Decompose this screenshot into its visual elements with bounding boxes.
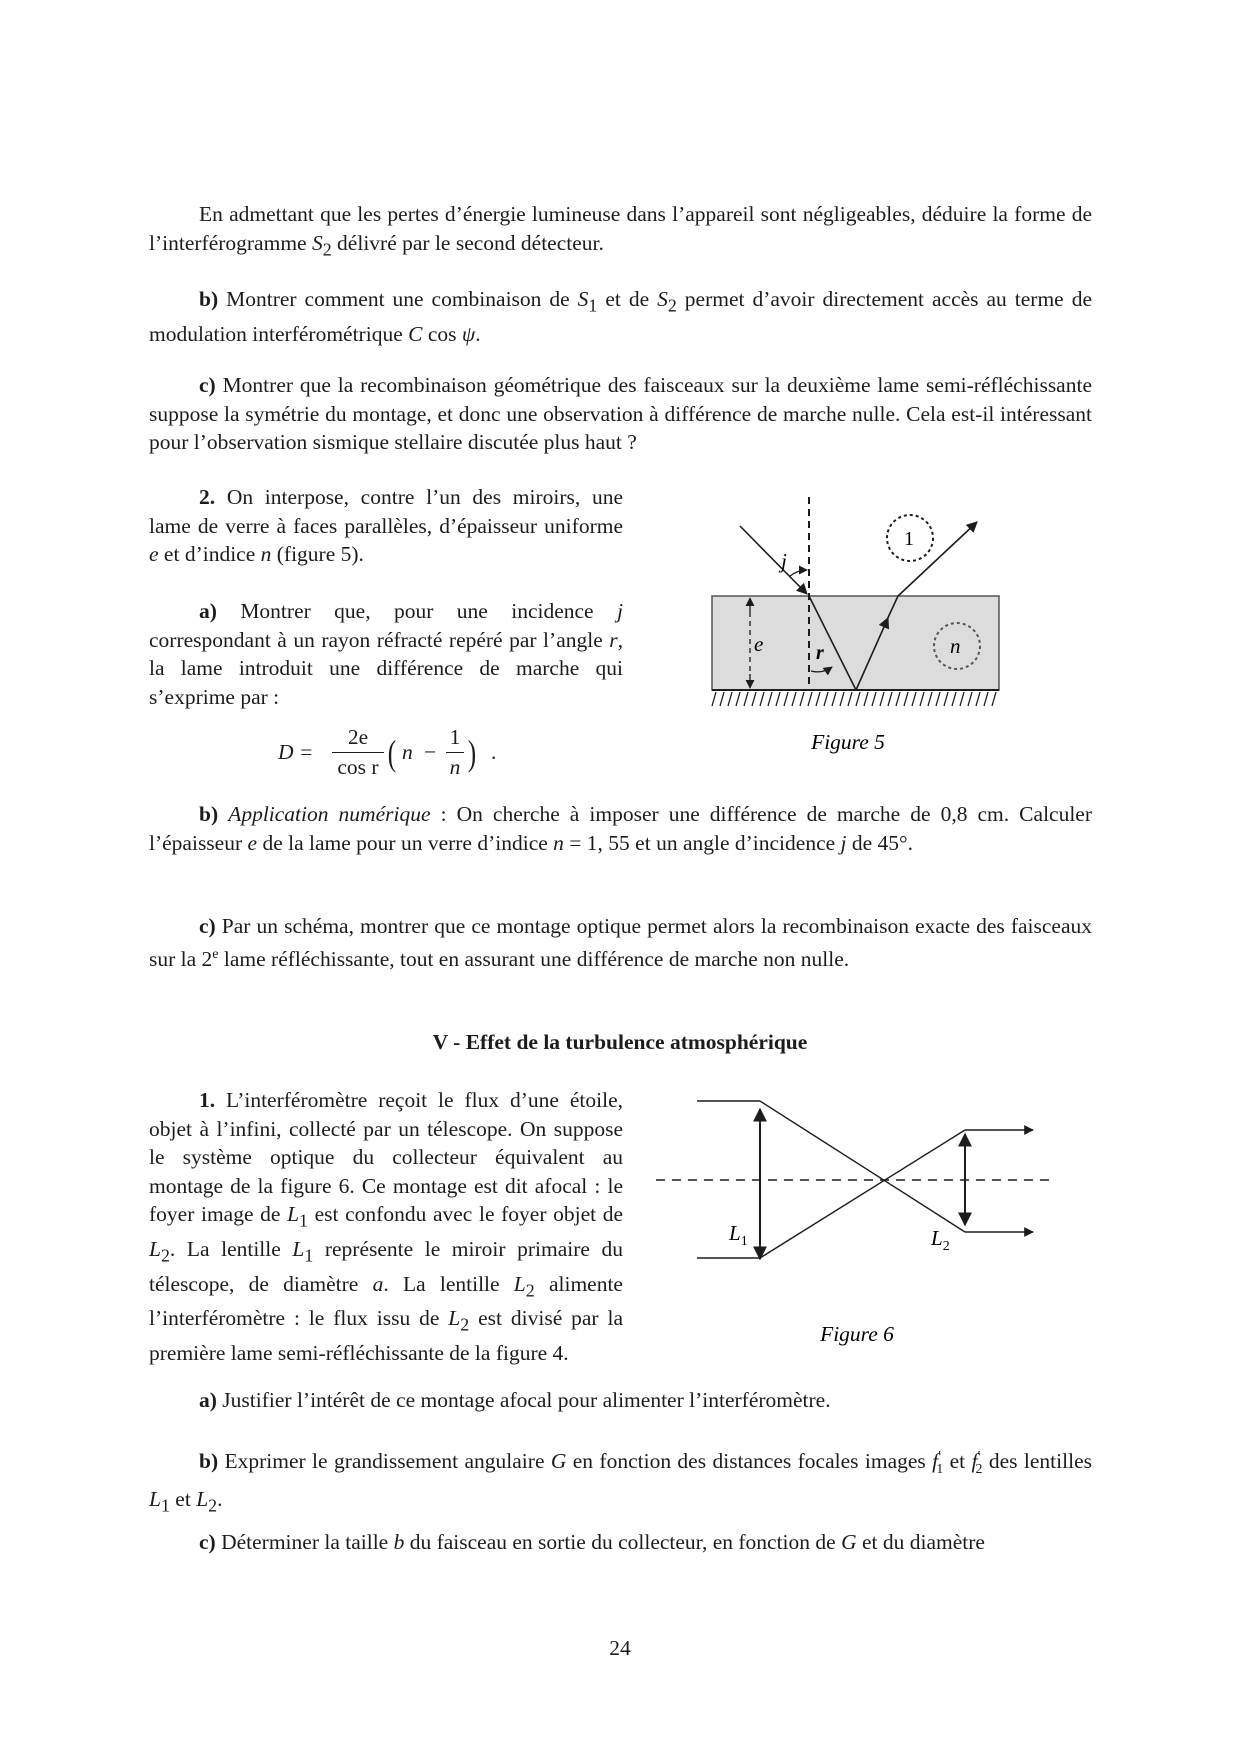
equation-minus: − — [424, 740, 437, 764]
label-1: 1 — [904, 528, 914, 550]
section5-question-1: 1. L’interféromètre reçoit le flux d’une étoile, objet à l’infini, collecté par un télescope. On suppose le système optique du collecteur équivalent au montage de la figure 6. Ce montage est dit afocal : le foyer image de $L_1$ est confondu avec le foyer objet de $L_2$. La lentille $L_1$ représente le miroir primaire du télescope, de diamètre a. La lentille $L_2$ alimente l’interféromètre : le flux issu de $L_2$ est divisé par la première lame semi-réfléchissante de la figure 4. — [149, 1088, 624, 1366]
figure-6-diagram — [656, 1101, 1052, 1346]
question-1c: c) Montrer que la recombinaison géométrique des faisceaux sur la deuxième lame semi-réfléchissante suppose la symétrie du montage, et donc une observation à différence de marche nulle. Cela est-il intéressant pour l’observation sismique stellaire discutée plus haut ? — [149, 373, 1092, 454]
question-2b: b) Application numérique : On cherche à imposer une différence de marche de 0,8 cm. Calculer l’épaisseur e de la lame pour un verre d’indice n = 1, 55 et un angle d’incidence j de 45°. — [149, 802, 1093, 855]
label-l1: $L_1$ — [729, 1221, 748, 1249]
equation-denominator-2: n — [449, 755, 461, 779]
equation-dot: . — [491, 740, 497, 764]
incident-ray — [740, 526, 807, 594]
label-n: n — [950, 634, 961, 658]
question-2-intro: 2. On interpose, contre l’un des miroirs, une lame de verre à faces parallèles, d’épaisseur uniforme e et d’indice n (figure 5). — [149, 485, 623, 566]
figure-5-caption: Figure 5 — [811, 730, 885, 754]
equation-denominator: cos r — [337, 755, 379, 779]
label-r: r — [816, 642, 824, 664]
equation-lparen: ( — [387, 733, 397, 773]
section5-question-1a: a) Justifier l’intérêt de ce montage afocal pour alimenter l’interféromètre. — [199, 1388, 831, 1412]
converging-ray-1 — [760, 1101, 965, 1232]
section-title: V - Effet de la turbulence atmosphérique — [432, 1030, 808, 1054]
equation-lhs: D = — [278, 740, 314, 764]
equation-n: n — [402, 740, 413, 764]
label-e: e — [754, 632, 764, 656]
page-number: 24 — [609, 1636, 631, 1660]
angle-j-arc — [790, 570, 807, 576]
equation-rparen: ) — [467, 733, 477, 773]
label-l2: $L_2$ — [931, 1226, 950, 1254]
section5-question-1c: c) Déterminer la taille b du faisceau en sortie du collecteur, en fonction de G et du diamètre — [199, 1530, 985, 1554]
equation-numerator-2: 1 — [449, 725, 461, 749]
question-1b: b) Montrer comment une combinaison de $S_1$ et de $S_2$ permet d’avoir directement accès au terme de modulation interférométrique C cos ψ. — [149, 287, 1092, 346]
equation-numerator: 2e — [347, 725, 369, 749]
section5-question-1b: b) Exprimer le grandissement angulaire G en fonction des distances focales images $f'_1$ et $f'_2$ des lentilles $L_1$ et $L_2$. — [149, 1449, 1092, 1516]
figure-6-caption: Figure 6 — [820, 1322, 894, 1346]
mirror-hatching — [712, 692, 996, 706]
paragraph-interferogram-s2: En admettant que les pertes d’énergie lumineuse dans l’appareil sont négligeables, déduire la forme de l’interférogramme $S_2$ délivré par le second détecteur. — [149, 202, 1092, 259]
question-2c: c) Par un schéma, montrer que ce montage optique permet alors la recombinaison exacte des faisceaux sur la 2e lame réfléchissante, tout en assurant une différence de marche non nulle. — [149, 914, 1092, 971]
question-2a: a) Montrer que, pour une incidence j correspondant à un rayon réfracté repéré par l’angle r, la lame introduit une différence de marche qui s’exprime par : — [149, 599, 623, 709]
label-j: j — [781, 549, 787, 573]
